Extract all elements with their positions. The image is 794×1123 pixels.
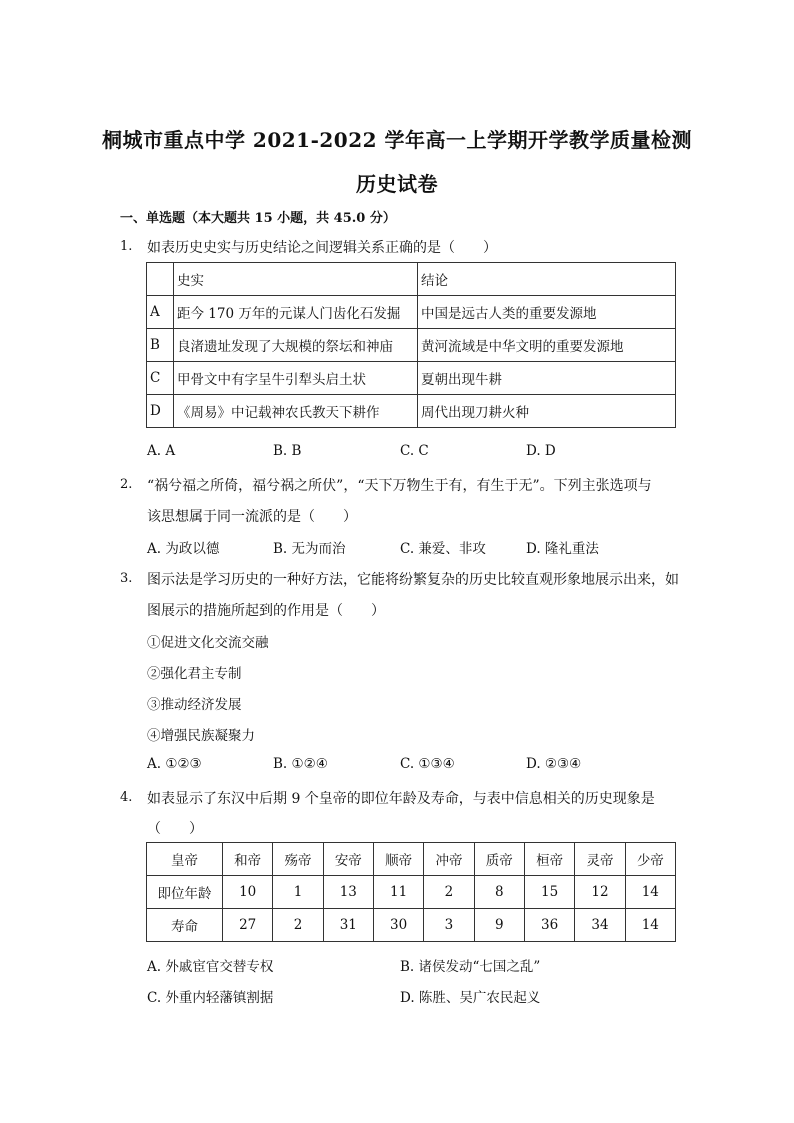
table-row (147, 296, 676, 329)
table-cell: 质帝 (474, 843, 524, 876)
question-number: 1. (120, 239, 133, 254)
table-cell: D (147, 395, 174, 428)
table-cell: 寿命 (147, 909, 223, 942)
table-cell: 殇帝 (273, 843, 323, 876)
question-number: 2. (120, 477, 133, 492)
table-cell: 8 (474, 876, 524, 909)
table-row (147, 876, 676, 909)
question-stem: 图展示的措施所起到的作用是（ ） (147, 603, 385, 619)
table-cell: 黄河流域是中华文明的重要发源地 (418, 329, 676, 362)
table-row (147, 843, 676, 876)
question-stem: “祸兮福之所倚，福兮祸之所伏”，“天下万物生于有，有生于无”。下列主张选项与 (147, 478, 652, 494)
table-cell: 30 (373, 909, 423, 942)
option-a[interactable]: A. ①②③ (147, 756, 202, 772)
table-cell: 12 (575, 876, 625, 909)
option-a[interactable]: A. 外戚宦官交替专权 (147, 959, 274, 975)
table-cell: 中国是远古人类的重要发源地 (418, 296, 676, 329)
option-d[interactable]: D. 隆礼重法 (526, 541, 599, 557)
option-c[interactable]: C. C (400, 443, 429, 459)
table-cell: 即位年龄 (147, 876, 223, 909)
page-subtitle: 历史试卷 (356, 172, 438, 196)
option-b[interactable]: B. 无为而治 (273, 541, 346, 557)
table-cell: 桓帝 (524, 843, 574, 876)
table-cell: 距今 170 万年的元谋人门齿化石发掘 (174, 296, 418, 329)
table-cell: 和帝 (223, 843, 273, 876)
table-cell: 顺帝 (373, 843, 423, 876)
statement-item: ④增强民族凝聚力 (147, 728, 255, 744)
table-cell: 36 (524, 909, 574, 942)
table-cell: 甲骨文中有字呈牛引犁头启土状 (174, 362, 418, 395)
table-cell: B (147, 329, 174, 362)
table-row (147, 909, 676, 942)
option-d[interactable]: D. ②③④ (526, 756, 582, 772)
table-cell: 11 (373, 876, 423, 909)
table-cell: A (147, 296, 174, 329)
table-cell: 皇帝 (147, 843, 223, 876)
q4-table (146, 842, 676, 942)
table-cell: 安帝 (323, 843, 373, 876)
question-stem: 该思想属于同一流派的是（ ） (147, 509, 357, 525)
section-heading: 一、单选题（本大题共 15 小题，共 45.0 分） (120, 211, 396, 226)
table-row (147, 395, 676, 428)
option-c[interactable]: C. ①③④ (400, 756, 455, 772)
option-c[interactable]: C. 外重内轻藩镇割据 (147, 990, 274, 1006)
table-cell: 夏朝出现牛耕 (418, 362, 676, 395)
table-cell: 冲帝 (424, 843, 474, 876)
question-number: 3. (120, 571, 133, 586)
table-cell: 9 (474, 909, 524, 942)
table-cell: 史实 (174, 263, 418, 296)
option-a[interactable]: A. A (147, 443, 176, 459)
table-cell (147, 263, 174, 296)
question-stem: 图示法是学习历史的一种好方法，它能将纷繁复杂的历史比较直观形象地展示出来，如 (147, 572, 679, 588)
page-title: 桐城市重点中学 2021-2022 学年高一上学期开学教学质量检测 (101, 128, 693, 152)
table-cell: 14 (625, 909, 675, 942)
table-cell: 14 (625, 876, 675, 909)
table-cell: 27 (223, 909, 273, 942)
option-d[interactable]: D. 陈胜、吴广农民起义 (400, 990, 541, 1006)
table-row (147, 329, 676, 362)
table-row (147, 263, 676, 296)
table-row (147, 362, 676, 395)
q1-table (146, 262, 676, 428)
table-cell: 15 (524, 876, 574, 909)
statement-item: ②强化君主专制 (147, 666, 242, 682)
table-cell: 2 (273, 909, 323, 942)
table-cell: 2 (424, 876, 474, 909)
table-cell: 13 (323, 876, 373, 909)
option-c[interactable]: C. 兼爱、非攻 (400, 541, 486, 557)
option-b[interactable]: B. ①②④ (273, 756, 328, 772)
question-number: 4. (120, 790, 133, 805)
table-cell: 3 (424, 909, 474, 942)
table-cell: 良渚遗址发现了大规模的祭坛和神庙 (174, 329, 418, 362)
table-cell: 结论 (418, 263, 676, 296)
table-cell: 《周易》中记载神农氏教天下耕作 (174, 395, 418, 428)
table-cell: 灵帝 (575, 843, 625, 876)
option-b[interactable]: B. 诸侯发动“七国之乱” (400, 959, 541, 975)
option-a[interactable]: A. 为政以德 (147, 541, 220, 557)
table-cell: C (147, 362, 174, 395)
table-cell: 少帝 (625, 843, 675, 876)
table-cell: 1 (273, 876, 323, 909)
option-d[interactable]: D. D (526, 443, 556, 459)
table-cell: 31 (323, 909, 373, 942)
table-cell: 10 (223, 876, 273, 909)
question-stem: （ ） (147, 821, 203, 837)
table-cell: 34 (575, 909, 625, 942)
statement-item: ③推动经济发展 (147, 697, 242, 713)
table-cell: 周代出现刀耕火种 (418, 395, 676, 428)
option-b[interactable]: B. B (273, 443, 302, 459)
statement-item: ①促进文化交流交融 (147, 635, 269, 651)
question-stem: 如表历史史实与历史结论之间逻辑关系正确的是（ ） (147, 240, 497, 256)
question-stem: 如表显示了东汉中后期 9 个皇帝的即位年龄及寿命，与表中信息相关的历史现象是 (147, 791, 655, 807)
